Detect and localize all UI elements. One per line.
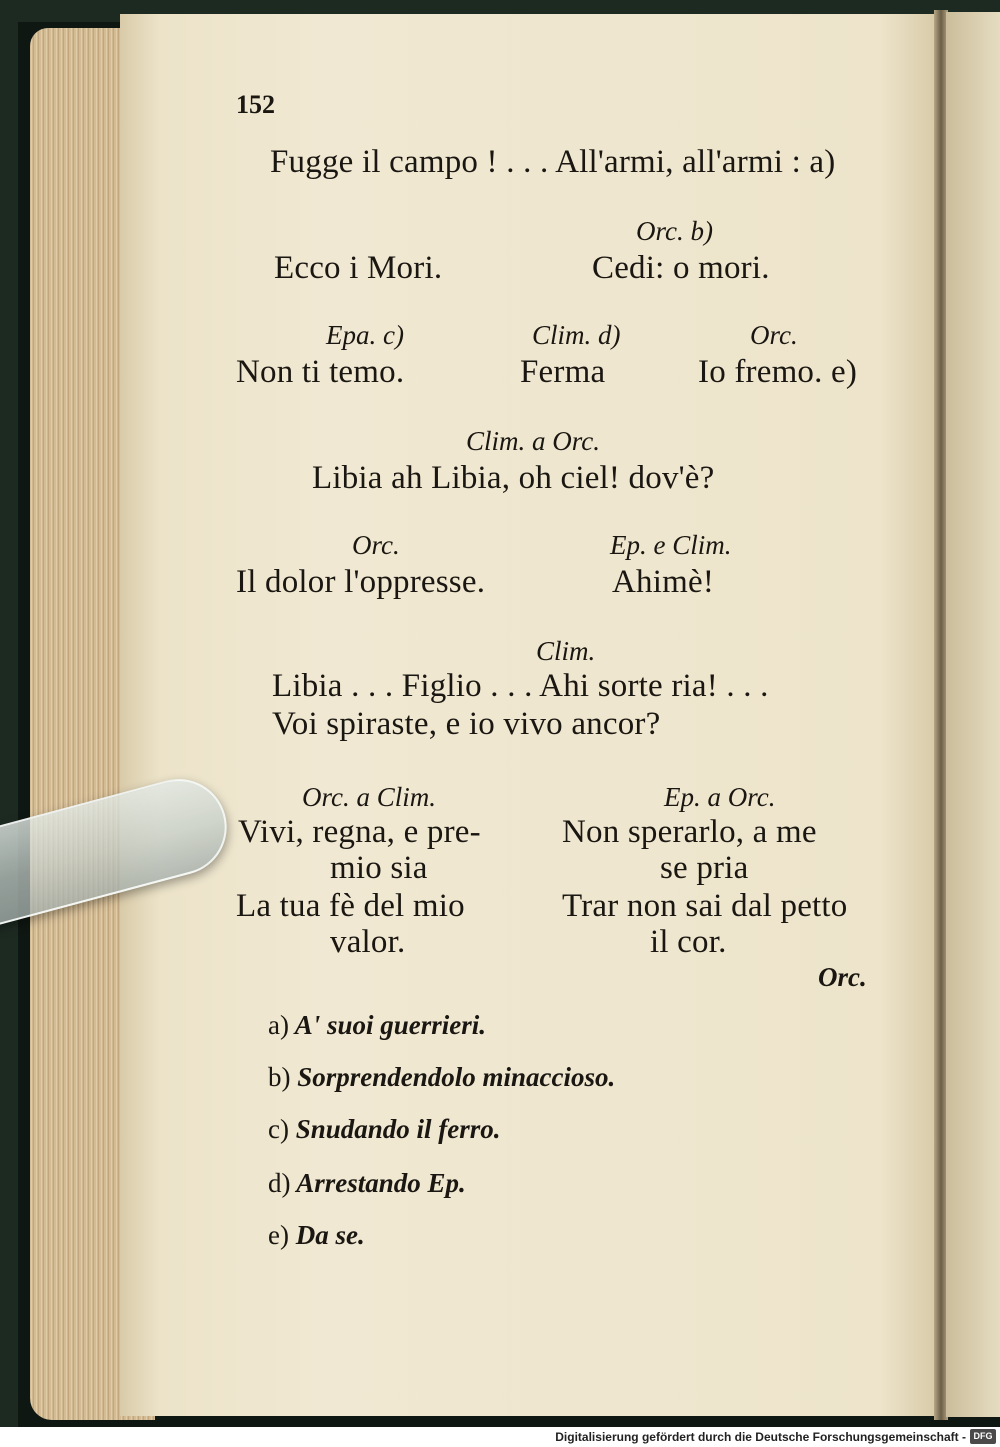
verse-line-3-b: Ferma: [520, 354, 606, 390]
footnote-text: Da se.: [295, 1220, 365, 1250]
verse-line-5-b: Ahimè!: [612, 564, 715, 600]
duet-right-line-1: Non sperarlo, a me: [562, 814, 817, 850]
footnote-text: A' suoi guerrieri.: [294, 1010, 487, 1040]
speaker-orc-2: Orc.: [352, 530, 400, 560]
footnote-mark: c): [268, 1114, 289, 1144]
footnote-a: [268, 1012, 486, 1039]
verse-line-6-b: Voi spiraste, e io vivo ancor?: [272, 706, 661, 742]
speaker-orc-b: Orc. b): [636, 216, 713, 246]
footnote-e: [268, 1222, 365, 1249]
dfg-logo-icon: DFG: [970, 1429, 996, 1444]
footer-bar: [0, 1427, 1000, 1447]
verse-line-3-a: Non ti temo.: [236, 354, 405, 390]
footnote-mark: e): [268, 1220, 289, 1250]
duet-left-line-4: valor.: [330, 924, 406, 960]
speaker-orc-a-clim: Orc. a Clim.: [302, 782, 436, 812]
speaker-orc: Orc.: [750, 320, 798, 350]
duet-right-line-4: il cor.: [650, 924, 727, 960]
catchword: Orc.: [818, 962, 867, 992]
footnote-b: [268, 1064, 615, 1091]
duet-left-line-1: Vivi, regna, e pre-: [238, 814, 481, 850]
verse-line-2-right: Cedi: o mori.: [592, 250, 770, 286]
speaker-clim-d: Clim. d): [532, 320, 621, 350]
verse-line-2-left: Ecco i Mori.: [274, 250, 443, 286]
verse-line-6-a: Libia . . . Figlio . . . Ahi sorte ria! . . .: [272, 668, 769, 704]
verse-line-4: Libia ah Libia, oh ciel! dov'è?: [312, 460, 715, 496]
footnote-mark: d): [268, 1168, 291, 1198]
duet-right-line-2: se pria: [660, 850, 749, 886]
footnote-d: [268, 1170, 466, 1197]
page-number: 152: [236, 90, 275, 119]
duet-left-line-3: La tua fè del mio: [236, 888, 465, 924]
duet-right-line-3: Trar non sai dal petto: [562, 888, 848, 924]
footnote-text: Snudando il ferro.: [295, 1114, 501, 1144]
footnote-mark: a): [268, 1010, 289, 1040]
speaker-epa: Epa. c): [326, 320, 404, 350]
verse-line-1: Fugge il campo ! . . . All'armi, all'armi : a): [270, 144, 836, 180]
speaker-ep-a-orc: Ep. a Orc.: [664, 782, 776, 812]
speaker-clim: Clim.: [536, 636, 596, 666]
verse-line-3-c: Io fremo. e): [698, 354, 858, 390]
speaker-ep-e-clim: Ep. e Clim.: [610, 530, 732, 560]
speaker-clim-a-orc: Clim. a Orc.: [466, 426, 600, 456]
footer-credit: Digitalisierung gefördert durch die Deutsche Forschungsgemeinschaft -: [555, 1430, 966, 1444]
footnote-c: [268, 1116, 501, 1143]
verse-line-5-a: Il dolor l'oppresse.: [236, 564, 486, 600]
footnote-text: Sorprendendolo minaccioso.: [297, 1062, 616, 1092]
footnote-text: Arrestando Ep.: [296, 1168, 466, 1198]
duet-left-line-2: mio sia: [330, 850, 428, 886]
footnote-mark: b): [268, 1062, 291, 1092]
right-page: [946, 12, 1000, 1417]
